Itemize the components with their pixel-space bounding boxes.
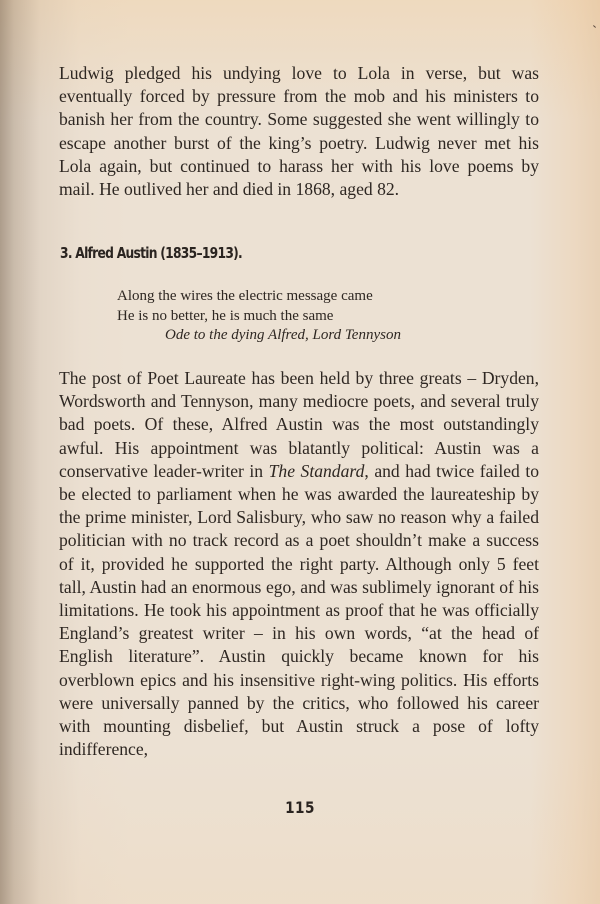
- paragraph-text-part-1: The post of Poet Laureate has been held by three greats – Dryden, Wordsworth and Tennyson, many mediocre poets, and several truly bad poets. Of these, Alfred Austin was the most outstandingly awful. His appointment was blatantly political: Austin was a conservative leader-writer in: [59, 368, 539, 481]
- paper-speck: [593, 25, 596, 28]
- section-heading: 3. Alfred Austin (1835–1913).: [60, 244, 242, 262]
- body-paragraph-1: [59, 62, 539, 201]
- page-number: 115: [285, 798, 315, 817]
- epigraph-verse: [117, 287, 401, 346]
- verse-line-1: Along the wires the electric message came: [117, 288, 373, 304]
- paragraph-text-part-2: , and had twice failed to be elected to parliament when he was awarded the laureateship by the prime minister, Lord Salisbury, who saw no reason why a failed politician with no track record as a poet shouldn’t make a success of it, provided he supported the right party. Although only 5 feet tall, Austin had an enormous ego, and was sublimely ignorant of his limitations. He took his appointment as proof that he was officially England’s greatest writer – in his own words, “at the head of English literature”. Austin quickly became known for his overblown epics and his insensitive right-wing politics. His efforts were universally panned by the critics, who followed his career with mounting disbelief, but Austin struck a pose of lofty indifference,: [59, 460, 540, 760]
- paragraph-text: [59, 367, 539, 761]
- newspaper-title: The Standard: [268, 460, 365, 481]
- verse-attribution: Ode to the dying Alfred, Lord Tennyson: [165, 327, 401, 343]
- body-paragraph-2: [59, 367, 539, 761]
- paragraph-text: Ludwig pledged his undying love to Lola in verse, but was eventually forced by pressure from the mob and his ministers to banish her from the country. Some suggested she went willingly to escape another burst of the king’s poetry. Ludwig never met his Lola again, but continued to harass her with his love poems by mail. He outlived her and died in 1868, aged 82.: [59, 63, 539, 200]
- verse-line-2: He is no better, he is much the same: [117, 307, 334, 324]
